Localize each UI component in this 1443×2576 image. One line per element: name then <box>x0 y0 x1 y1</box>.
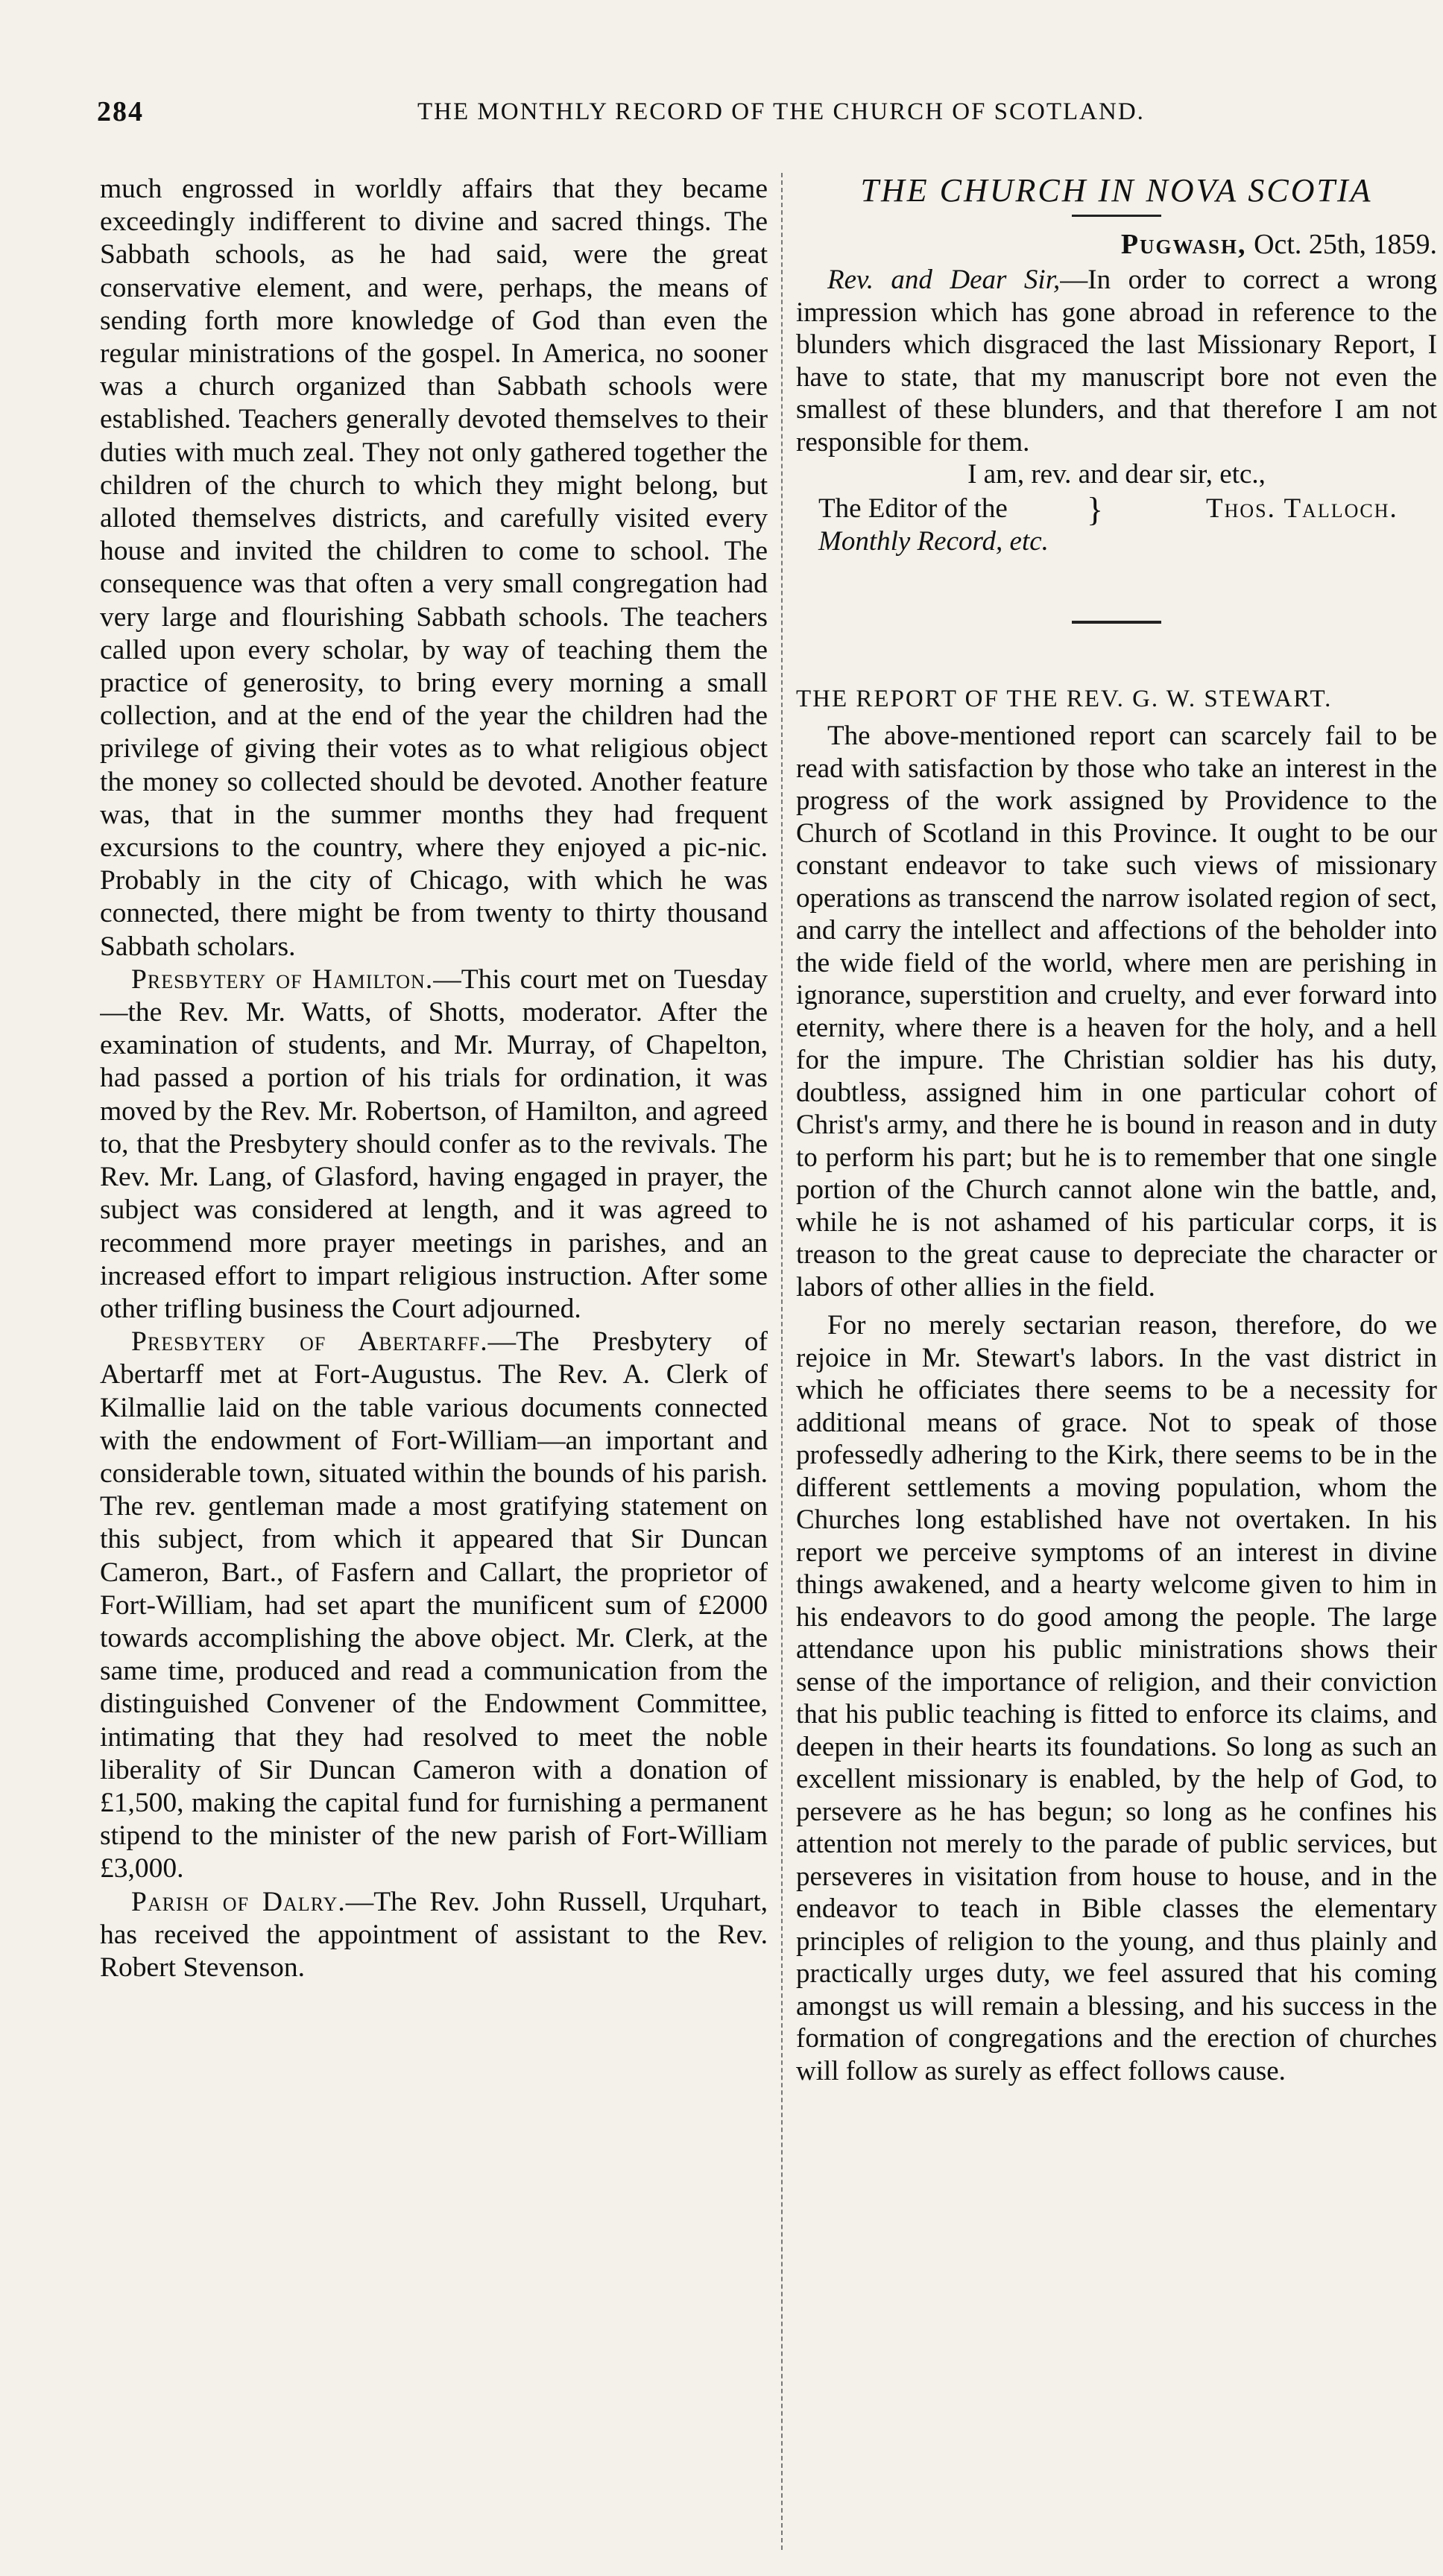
hamilton-body: —This court met on Tuesday—the Rev. Mr. Watts, of Shotts, moderator. After the examination of students, and Mr. Murray, of Chapelton, had passed a portion of his trials for ordination, it was moved by the Rev. Mr. Robertson, of Hamilton, and agreed to, that the Presbytery should confer as to the revivals. The Rev. Mr. Lang, of Glasford, having engaged in prayer, the subject was considered at length, and it was agreed to recommend more prayer meetings in parishes, and an increased effort to impart religious instruction. After some other trifling business the Court adjourned. <box>100 963 768 1324</box>
left-column <box>100 173 768 2550</box>
section-rule <box>1072 621 1161 624</box>
title-rule <box>1072 215 1161 217</box>
letter-body: —In order to correct a wrong impression which has gone abroad in reference to the blunders which disgraced the last Missionary Report, I have to state, that my manuscript bore not even the smallest of these blunders, and that therefore I am not responsible for them. <box>796 265 1437 458</box>
dateline <box>796 229 1437 262</box>
brace-glyph: } <box>1087 490 1104 528</box>
addressee-line-1: The Editor of the <box>818 493 1008 524</box>
hamilton-paragraph <box>100 963 768 1326</box>
signer-name: Thos. Talloch. <box>1206 493 1398 524</box>
right-column <box>796 173 1437 2550</box>
abertarff-heading: Presbytery of Abertarff. <box>131 1326 488 1358</box>
signature-block <box>796 490 1437 561</box>
salutation: Rev. and Dear Sir, <box>827 265 1061 295</box>
page-number: 284 <box>97 96 144 127</box>
letter-body-paragraph <box>796 264 1437 458</box>
running-title: THE MONTHLY RECORD OF THE CHURCH OF SCOTLAND. <box>417 98 1145 125</box>
dateline-place: Pugwash, <box>1120 228 1247 260</box>
dalry-heading: Parish of Dalry. <box>131 1886 346 1917</box>
report-paragraph-2: For no merely sectarian reason, therefore, do we rejoice in Mr. Stewart's labors. In the vast district in which he officiates there seems to be a necessity for additional means of grace. Not to speak of those professedly adhering to the Kirk, there seems to be in the different settlements a moving population, whom the Churches long established have not overtaken. In his report we perceive symptoms of an interest in divine things awakened, and a hearty welcome given to him in his endeavors to do good among the people. The large attendance upon his public ministrations shows their sense of the importance of religion, and their conviction that his public teaching is fitted to enforce its claims, and deepen in their hearts its foundations. So long as such an excellent missionary is enabled, by the help of God, to persevere as he has begun; so long as he confines his attention not merely to the parade of public services, but perseveres in visitation from house to house, and in the endeavor to teach in Bible classes the elementary principles of religion to the young, and thus plainly and practically urges duty, we feel assured that his coming amongst us will remain a blessing, and his success in the formation of congregations and the erection of churches will follow as surely as effect follows cause. <box>796 1310 1437 2086</box>
abertarff-paragraph <box>100 1326 768 1885</box>
report-title: THE REPORT OF THE REV. G. W. STEWART. <box>796 685 1333 712</box>
sabbath-schools-paragraph: much engrossed in worldly affairs that they became exceedingly indifferent to divine and sacred things. The Sabbath schools, as he had said, were the great conservative element, and were, perhaps, the means of sending forth more knowledge of God than even the regular ministrations of the gospel. In America, no sooner was a church organized than Sabbath schools were established. Teachers generally devoted themselves to their duties with much zeal. They not only gathered together the children of the church to which they might belong, but alloted themselves districts, and carefully visited every house and invited the children to come to school. The consequence was that often a very small congregation had very large and flourishing Sabbath schools. The teachers called upon every scholar, by way of teaching them the practice of generosity, to bring every morning a small collection, and at the end of the year the children had the privilege of giving their votes as to what religious object the money so collected should be devoted. Another feature was, that in the summer months they had frequent excursions to the country, where they enjoyed a pic-nic. Probably in the city of Chicago, with which he was connected, there might be from twenty to thirty thousand Sabbath scholars. <box>100 174 768 962</box>
closing: I am, rev. and dear sir, etc., <box>967 459 1266 490</box>
dalry-body: —The Rev. John Russell, Urquhart, has received the appointment of assistant to the Rev. Robert Stevenson. <box>100 1886 768 1983</box>
column-divider <box>781 173 783 2550</box>
running-header <box>97 95 1349 140</box>
letter-title: THE CHURCH IN NOVA SCOTIA <box>860 173 1373 209</box>
report-paragraph-1: The above-mentioned report can scarcely fail to be read with satisfaction by those who take an interest in the progress of the work assigned by Providence to the Church of Scotland in this Province. It ought to be our constant endeavor to take such views of missionary operations as transcend the narrow isolated region of sect, and carry the intellect and affections of the beholder into the wide field of the world, where men are perishing in ignorance, superstition and cruelty, and ever forward into eternity, where there is a heaven for the holy, and a hell for the impure. The Christian soldier has his duty, doubtless, assigned him in one particular cohort of Christ's army, and there he is bound in reason and in duty to perform his part; but he is to remember that one single portion of the Church cannot alone win the battle, and, while he is not ashamed of his particular corps, it is treason to the great cause to depreciate the character or labors of other allies in the field. <box>796 721 1437 1303</box>
dateline-date: Oct. 25th, 1859. <box>1254 228 1437 260</box>
abertarff-body: —The Presbytery of Abertarff met at Fort-Augustus. The Rev. A. Clerk of Kilmallie laid on the table various documents connected with the endowment of Fort-William—an important and considerable town, situated within the bounds of his parish. The rev. gentleman made a most gratifying statement on this subject, from which it appeared that Sir Duncan Cameron, Bart., of Fasfern and Callart, the proprietor of Fort-William, had set apart the munificent sum of £2000 towards accomplishing the above object. Mr. Clerk, at the same time, produced and read a communication from the distinguished Convener of the Endowment Committee, intimating that they had resolved to meet the noble liberality of Sir Duncan Cameron with a donation of £1,500, making the capital fund for furnishing a permanent stipend to the minister of the new parish of Fort-William £3,000. <box>100 1326 768 1884</box>
hamilton-heading: Presbytery of Hamilton. <box>131 963 434 995</box>
dalry-paragraph <box>100 1886 768 1985</box>
addressee-line-2: Monthly Record, etc. <box>818 525 1049 557</box>
